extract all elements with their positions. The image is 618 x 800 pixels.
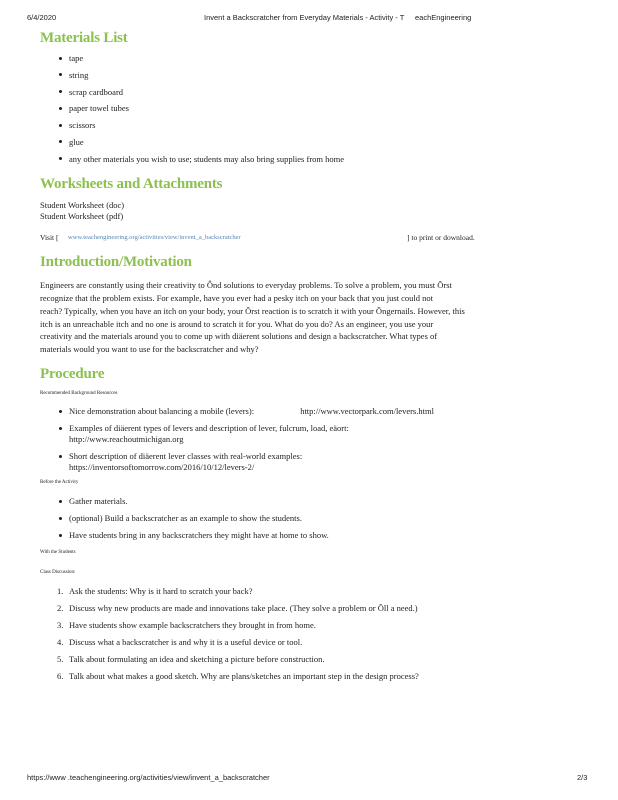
list-item: 6. Talk about what makes a good sketch. Why are plans/sketches an important step in the design process? bbox=[57, 671, 419, 682]
materials-heading: Materials List bbox=[40, 30, 128, 46]
materials-list bbox=[40, 53, 580, 164]
list-item: 1. Ask the students: Why is it hard to scratch your back? bbox=[57, 586, 253, 597]
list-item: Have students bring in any backscratchers they might have at home to show. bbox=[69, 530, 580, 541]
discussion-text: Talk about what makes a good sketch. Why are plans/sketches an important step in the design process? bbox=[69, 671, 419, 682]
list-item bbox=[69, 406, 580, 417]
background-resources-list bbox=[40, 406, 580, 473]
list-item: paper towel tubes bbox=[69, 103, 580, 113]
resource-link[interactable]: https://inventorsoftomorrow.com/2016/10/12/levers-2/ bbox=[69, 462, 255, 473]
resource-link[interactable]: http://www.vectorpark.com/levers.html bbox=[300, 406, 434, 417]
intro-heading: Introduction/Motivation bbox=[40, 253, 192, 270]
list-item: 5. Talk about formulating an idea and sketching a picture before construction. bbox=[57, 654, 325, 665]
resource-text: Examples of diäerent types of levers and description of lever, fulcrum, load, eäort: bbox=[69, 423, 349, 434]
discussion-text: Talk about formulating an idea and sketching a picture before construction. bbox=[69, 654, 325, 665]
list-item: (optional) Build a backscratcher as an example to show the students. bbox=[69, 513, 580, 524]
list-item: tape bbox=[69, 53, 580, 63]
discussion-text: Have students show example backscratchers they brought in from home. bbox=[69, 620, 316, 631]
before-activity-label: Before the Activity bbox=[40, 480, 79, 486]
list-item: Gather materials. bbox=[69, 496, 580, 507]
intro-line: recognize that the problem exists. For example, have you ever had a pesky itch on your back that you just could not bbox=[40, 292, 434, 303]
print-url: https://www .teachengineering.org/activities/view/invent_a_backscratcher bbox=[27, 773, 270, 782]
intro-paragraph bbox=[40, 279, 580, 356]
discussion-text: Discuss why new products are made and innovations take place. (They solve a problem or Õll a need.) bbox=[69, 603, 418, 614]
list-item bbox=[69, 423, 580, 445]
intro-line: Engineers are constantly using their creativity to Ônd solutions to everyday problems. To solve a problem, you must Õrst bbox=[40, 279, 452, 290]
resource-link[interactable]: http://www.reachoutmichigan.org bbox=[69, 434, 184, 445]
discussion-text: Discuss what a backscratcher is and why it is a useful device or tool. bbox=[69, 637, 303, 648]
before-activity-list bbox=[40, 496, 580, 541]
list-item: 4. Discuss what a backscratcher is and why it is a useful device or tool. bbox=[57, 637, 303, 648]
intro-line: materials would you want to use for the backscratcher and why? bbox=[40, 344, 259, 355]
procedure-heading: Procedure bbox=[40, 366, 105, 383]
list-item: any other materials you wish to use; students may also bring supplies from home bbox=[69, 154, 580, 164]
print-date: 6/4/2020 bbox=[27, 13, 57, 22]
worksheets-heading: Worksheets and Attachments bbox=[40, 175, 223, 192]
list-item: string bbox=[69, 70, 580, 80]
discussion-list bbox=[40, 586, 580, 681]
page-content bbox=[40, 30, 580, 688]
discussion-text: Ask the students: Why is it hard to scratch your back? bbox=[69, 586, 253, 597]
list-item: 2. Discuss why new products are made and innovations take place. (They solve a problem or Õll a need.) bbox=[57, 603, 418, 614]
print-site: eachEngineering bbox=[415, 13, 472, 22]
intro-line: creativity and the materials around you to come up with diäerent solutions and design a backscratcher. What types of bbox=[40, 331, 438, 342]
visit-line bbox=[40, 233, 580, 244]
worksheet-pdf-link[interactable]: Student Worksheet (pdf) bbox=[40, 210, 124, 221]
resource-text: Nice demonstration about balancing a mobile (levers): bbox=[69, 406, 255, 417]
background-resources-label: Recommended Background Resources bbox=[40, 391, 118, 397]
page-number: 2/3 bbox=[577, 773, 588, 782]
list-item bbox=[69, 451, 580, 473]
intro-line: reach? Typically, when you have an itch on your body, your Õrst reaction is to scratch it with your Õngernails. However, this bbox=[40, 305, 465, 316]
intro-line: itch is an unreachable itch and no one is around to scratch it for you. What do you do? As an engineer, you use your bbox=[40, 318, 434, 329]
worksheet-doc-link[interactable]: Student Worksheet (doc) bbox=[40, 199, 125, 210]
class-discussion-label: Class Discussion: bbox=[40, 570, 76, 576]
list-item: 3. Have students show example backscratchers they brought in from home. bbox=[57, 620, 316, 631]
list-item: scrap cardboard bbox=[69, 87, 580, 97]
visit-suffix: ] to print or download. bbox=[407, 232, 475, 242]
with-students-label: With the Students bbox=[40, 550, 76, 556]
list-item: scissors bbox=[69, 120, 580, 130]
resource-text: Short description of diäerent lever classes with real-world examples: bbox=[69, 451, 303, 462]
visit-prefix: Visit [ bbox=[40, 232, 59, 242]
print-title: Invent a Backscratcher from Everyday Materials - Activity - T bbox=[204, 13, 405, 22]
list-item: glue bbox=[69, 137, 580, 147]
visit-url-link[interactable]: www.teachengineering.org/activities/view/invent_a_backscratcher bbox=[68, 233, 241, 241]
